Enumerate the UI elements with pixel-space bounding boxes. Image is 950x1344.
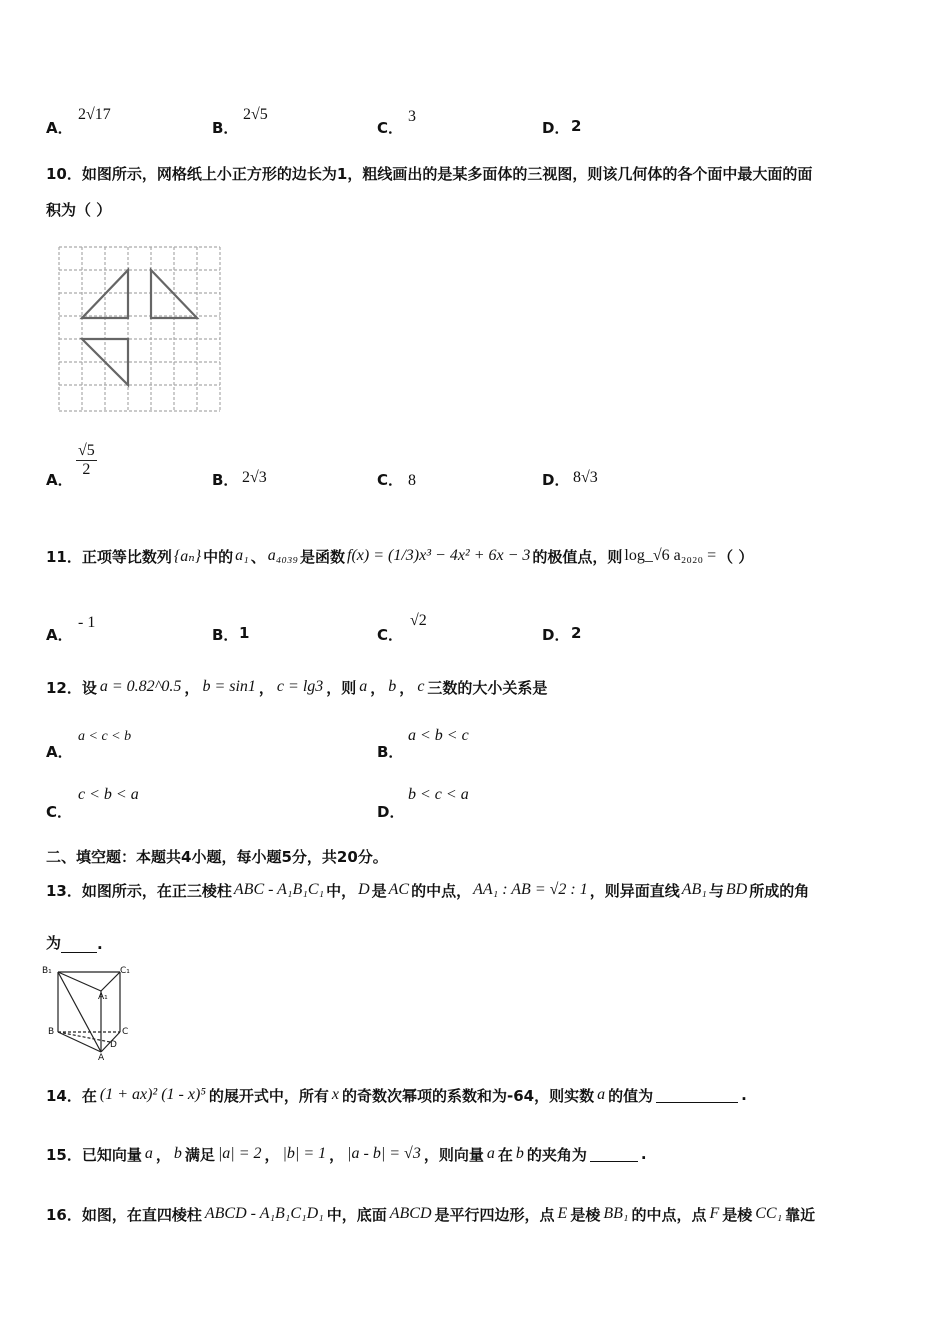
q14-suffix: 的值为 <box>608 1086 654 1105</box>
q12-option-c-value: c < b < a <box>78 786 139 803</box>
q12-option-d-value: b < c < a <box>408 786 469 803</box>
q12-prefix: 12．设 <box>46 678 97 697</box>
q13-text-5: 与 <box>708 881 724 900</box>
q16-text-2: 是平行四边形，点 <box>434 1205 555 1224</box>
q15-text-1: 满足 <box>184 1145 215 1164</box>
label-c1: C₁ <box>120 966 130 976</box>
q15-cond-2: |b| = 1 <box>282 1145 327 1162</box>
q12-option-a-value: a < c < b <box>78 729 132 744</box>
q9-option-c-value: 3 <box>408 108 416 125</box>
q11-option-c-value: √2 <box>410 612 427 629</box>
q9-option-a-value: 2√17 <box>78 106 111 123</box>
q10-option-b-value: 2√3 <box>242 469 267 486</box>
q10-option-d-label: D． <box>542 471 570 489</box>
q16-prefix: 16．如图，在直四棱柱 <box>46 1205 202 1224</box>
question-16: 16．如图，在直四棱柱 ABCD - A₁B₁C₁D₁ 中，底面 ABCD 是平行四边形，点 E 是棱 BB₁ 的中点，点 F 是棱 CC₁ 靠近 <box>46 1205 816 1224</box>
q10-option-c-value: 8 <box>408 472 416 489</box>
q16-bb1: BB₁ <box>603 1205 629 1222</box>
q11-option-d-value: 2 <box>571 624 582 642</box>
q15-suffix: 的夹角为 <box>526 1145 587 1164</box>
q11-sequence: {aₙ} <box>173 548 202 565</box>
q11-function: f(x) = (1/3)x³ − 4x² + 6x − 3 <box>347 547 531 564</box>
q12-option-d-label: D． <box>377 803 405 821</box>
q13-answer-blank[interactable] <box>61 938 97 953</box>
q13-d: D <box>358 881 370 898</box>
q12-option-c-label: C． <box>46 803 73 821</box>
label-a1: A₁ <box>98 992 108 1002</box>
question-15: 15．已知向量 a ， b 满足 |a| = 2 ， |b| = 1 ， |a - b| = √3 ，则向量 a 在 b 的夹角为 . <box>46 1145 647 1164</box>
q9-option-d-value: 2 <box>571 117 582 135</box>
q12-a: a = 0.82^0.5 <box>99 678 182 695</box>
q14-a: a <box>597 1086 606 1103</box>
q16-suffix: 靠近 <box>785 1205 816 1224</box>
q13-prism: ABC - A₁B₁C₁ <box>233 881 325 898</box>
q16-abcd: ABCD <box>389 1205 432 1222</box>
q13-ab1: AB₁ <box>681 881 707 898</box>
q11-text-3: 的极值点，则 <box>532 547 623 566</box>
q11-text-1: 中的 <box>203 547 234 566</box>
q14-expression: (1 + ax)² (1 - x)⁵ <box>99 1086 206 1103</box>
question-14: 14．在 (1 + ax)² (1 - x)⁵ 的展开式中，所有 x 的奇数次幂项的系数和为-64，则实数 a 的值为 . <box>46 1086 747 1105</box>
q11-option-a-label: A． <box>46 626 73 644</box>
q13-bd: BD <box>725 881 748 898</box>
q16-e: E <box>557 1205 568 1222</box>
q12-mid: ，则 <box>326 678 357 697</box>
q13-text-1: 中， <box>326 881 357 900</box>
q13-line2: 为 <box>46 934 62 952</box>
q13-prefix: 13．如图所示，在正三棱柱 <box>46 881 232 900</box>
label-d: D <box>110 1040 117 1050</box>
q12-option-b-value: a < b < c <box>408 727 469 744</box>
q11-a4039: a₄₀₃₉ <box>267 547 298 564</box>
q10-option-d-value: 8√3 <box>573 469 598 486</box>
q15-b: b <box>173 1145 182 1162</box>
q12-option-b-label: B． <box>377 743 404 761</box>
q12-c: c = lg3 <box>276 678 324 695</box>
q11-option-c-label: C． <box>377 626 404 644</box>
prism-figure <box>40 962 140 1062</box>
q9-option-a-label: A． <box>46 119 73 137</box>
question-12: 12．设 a = 0.82^0.5 ， b = sin1 ， c = lg3 ，则 a ， b ， c 三数的大小关系是 <box>46 678 548 697</box>
q13-text-2: 是 <box>371 881 387 900</box>
q11-option-a-value: - 1 <box>78 614 96 631</box>
q10-option-b-label: B． <box>212 471 239 489</box>
q11-sep: 、 <box>250 547 266 566</box>
label-b: B <box>48 1027 55 1037</box>
q13-answer-line: 为 . <box>46 934 103 953</box>
question-13 <box>46 872 809 908</box>
q11-option-b-label: B． <box>212 626 239 644</box>
q16-text-3: 是棱 <box>570 1205 601 1224</box>
q12-suffix: 三数的大小关系是 <box>427 678 548 697</box>
q13-suffix: 所成的角 <box>749 881 810 900</box>
q9-option-b-label: B． <box>212 119 239 137</box>
q11-log: log_√6 a₂₀₂₀ = <box>624 547 717 564</box>
label-b1: B₁ <box>42 966 52 976</box>
label-c: C <box>122 1027 129 1037</box>
q16-prism: ABCD - A₁B₁C₁D₁ <box>204 1205 324 1222</box>
q11-suffix: （ ） <box>718 547 754 566</box>
q12-option-a-label: A． <box>46 743 73 761</box>
question-11 <box>46 536 753 576</box>
section-2-heading: 二、填空题：本题共4小题，每小题5分，共20分。 <box>46 848 388 866</box>
q13-ac: AC <box>388 881 410 898</box>
q10-stem-line2: 积为（ ） <box>46 201 112 219</box>
q15-answer-blank[interactable] <box>590 1147 638 1162</box>
q9-option-d-label: D． <box>542 119 570 137</box>
q15-a: a <box>144 1145 153 1162</box>
q11-text-2: 是函数 <box>300 547 346 566</box>
q16-cc1: CC₁ <box>755 1205 783 1222</box>
grid-lines <box>59 247 220 411</box>
q9-option-b-value: 2√5 <box>243 106 268 123</box>
q10-option-a-label: A． <box>46 471 73 489</box>
q11-prefix: 11．正项等比数列 <box>46 547 172 566</box>
q14-text-2: 的奇数次幂项的系数和为-64，则实数 <box>342 1086 595 1105</box>
label-a: A <box>98 1053 105 1062</box>
q16-f: F <box>709 1205 720 1222</box>
q16-text-4: 的中点，点 <box>631 1205 707 1224</box>
q16-text-1: 中，底面 <box>326 1205 387 1224</box>
three-view-figure <box>55 243 225 415</box>
q15-text-3: 在 <box>497 1145 513 1164</box>
q13-text-3: 的中点， <box>411 881 472 900</box>
q15-text-2: ，则向量 <box>423 1145 484 1164</box>
q15-sep: ， <box>155 1145 171 1164</box>
q11-a1: a₁ <box>235 547 249 564</box>
q11-option-d-label: D． <box>542 626 570 644</box>
q15-cond-3: |a - b| = √3 <box>347 1145 421 1162</box>
q10-option-c-label: C． <box>377 471 404 489</box>
q14-x: x <box>331 1086 339 1103</box>
q14-text-1: 的展开式中，所有 <box>208 1086 329 1105</box>
q11-option-b-value: 1 <box>239 624 250 642</box>
q15-cond-1: |a| = 2 <box>217 1145 262 1162</box>
q13-ratio: AA₁ : AB = √2 : 1 <box>473 881 588 898</box>
q10-stem-line1: 10．如图所示，网格纸上小正方形的边长为1，粗线画出的是某多面体的三视图，则该几何体的各个面中最大面的面 <box>46 165 813 183</box>
q14-answer-blank[interactable] <box>656 1088 738 1103</box>
q12-b: b = sin1 <box>202 678 256 695</box>
q10-option-a-value: $\frac{√5}{2}$ <box>78 442 95 478</box>
q13-text-4: ，则异面直线 <box>589 881 680 900</box>
q9-option-c-label: C． <box>377 119 404 137</box>
q14-prefix: 14．在 <box>46 1086 97 1105</box>
q15-prefix: 15．已知向量 <box>46 1145 142 1164</box>
